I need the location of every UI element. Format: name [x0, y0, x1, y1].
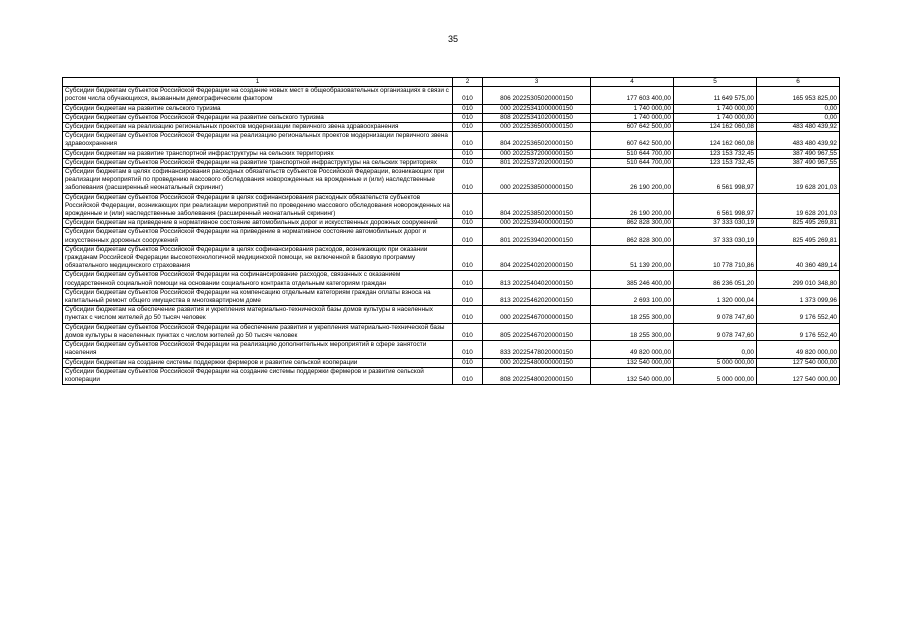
- row-amount-cell: 5 000 000,00: [674, 358, 757, 367]
- row-amount-cell: 19 628 201,03: [757, 168, 840, 194]
- row-name-cell: Субсидии бюджетам субъектов Российской Федерации в целях софинансирования расходов, возникающих при оказании гражданам Российской Федерации высокотехнологичной медицинской помощи, не включенной в базовую программу обязательного медицинского страхования: [63, 245, 453, 271]
- row-amount-cell: 37 333 030,19: [674, 219, 757, 228]
- table-row: [63, 306, 840, 323]
- row-kbk-cell: 813 20225462020000150: [483, 288, 591, 305]
- row-code-cell: 010: [453, 341, 483, 358]
- row-amount-cell: 123 153 732,45: [674, 149, 757, 158]
- column-header: 3: [483, 78, 591, 87]
- row-name-cell: Субсидии бюджетам субъектов Российской Федерации на софинансирование расходов, связанных с оказанием государственной социальной помощи на основании социального контракта отдельным категориям граждан: [63, 271, 453, 288]
- row-name-cell: Субсидии бюджетам субъектов Российской Федерации на развитие транспортной инфраструктуры на сельских территориях: [63, 158, 453, 167]
- table-row: [63, 228, 840, 245]
- row-amount-cell: 86 236 051,20: [674, 271, 757, 288]
- row-name-cell: Субсидии бюджетам субъектов Российской Федерации на реализацию дополнительных мероприятий в сфере занятости населения: [63, 341, 453, 358]
- row-amount-cell: 40 360 489,14: [757, 245, 840, 271]
- table-row: [63, 158, 840, 167]
- row-kbk-cell: 804 20225385020000150: [483, 193, 591, 219]
- row-name-cell: Субсидии бюджетам на приведение в нормативное состояние автомобильных дорог и искусственных дорожных сооружений: [63, 219, 453, 228]
- column-header: 4: [591, 78, 674, 87]
- row-kbk-cell: 804 20225402020000150: [483, 245, 591, 271]
- row-name-cell: Субсидии бюджетам в целях софинансирования расходных обязательств субъектов Российской Федерации, возникающих при реализации мероприятий по проведению массового обследования новорожденных на врожденные и (или) наследственные заболевания (расширенный неонатальный скрининг): [63, 168, 453, 194]
- row-name-cell: Субсидии бюджетам субъектов Российской Федерации на создание системы поддержки фермеров и развитие сельской кооперации: [63, 367, 453, 384]
- page-number: 35: [447, 34, 458, 44]
- row-name-cell: Субсидии бюджетам субъектов Российской Федерации на компенсацию отдельным категориям граждан оплаты взноса на капитальный ремонт общего имущества в многоквартирном доме: [63, 288, 453, 305]
- row-amount-cell: 177 603 400,00: [591, 87, 674, 104]
- row-code-cell: 010: [453, 219, 483, 228]
- row-amount-cell: 607 642 500,00: [591, 123, 674, 132]
- row-name-cell: Субсидии бюджетам субъектов Российской Федерации на создание новых мест в общеобразовательных организациях в связи с ростом числа обучающихся, вызванным демографическим фактором: [63, 87, 453, 104]
- table-row: [63, 323, 840, 340]
- row-amount-cell: 10 778 710,86: [674, 245, 757, 271]
- row-name-cell: Субсидии бюджетам на обеспечение развития и укрепления материально-технической базы домов культуры в населенных пунктах с числом жителей до 50 тысяч человек: [63, 306, 453, 323]
- table-row: [63, 149, 840, 158]
- row-amount-cell: 127 540 000,00: [757, 367, 840, 384]
- row-kbk-cell: 833 20225478020000150: [483, 341, 591, 358]
- row-code-cell: 010: [453, 113, 483, 122]
- row-kbk-cell: 000 20225480000000150: [483, 358, 591, 367]
- row-amount-cell: 6 561 998,97: [674, 193, 757, 219]
- row-code-cell: 010: [453, 158, 483, 167]
- row-kbk-cell: 000 20225467000000150: [483, 306, 591, 323]
- row-amount-cell: 9 176 552,40: [757, 323, 840, 340]
- row-amount-cell: 9 078 747,60: [674, 306, 757, 323]
- row-amount-cell: 124 162 060,08: [674, 132, 757, 149]
- table-row: [63, 87, 840, 104]
- row-kbk-cell: 801 20225372020000150: [483, 158, 591, 167]
- row-amount-cell: 132 540 000,00: [591, 358, 674, 367]
- row-kbk-cell: 808 20225341020000150: [483, 113, 591, 122]
- row-amount-cell: 1 320 000,04: [674, 288, 757, 305]
- row-amount-cell: 49 820 000,00: [757, 341, 840, 358]
- table-row: [63, 245, 840, 271]
- row-amount-cell: 165 953 825,00: [757, 87, 840, 104]
- row-code-cell: 010: [453, 228, 483, 245]
- row-amount-cell: 18 255 300,00: [591, 323, 674, 340]
- table-row: [63, 104, 840, 113]
- row-code-cell: 010: [453, 306, 483, 323]
- row-amount-cell: 18 255 300,00: [591, 306, 674, 323]
- row-amount-cell: 37 333 030,19: [674, 228, 757, 245]
- row-code-cell: 010: [453, 193, 483, 219]
- row-code-cell: 010: [453, 132, 483, 149]
- row-name-cell: Субсидии бюджетам субъектов Российской Федерации на реализацию региональных проектов модернизации первичного звена здравоохранения: [63, 132, 453, 149]
- row-amount-cell: 387 490 967,55: [757, 149, 840, 158]
- row-kbk-cell: 805 20225467020000150: [483, 323, 591, 340]
- table-row: [63, 219, 840, 228]
- row-kbk-cell: 806 20225305020000150: [483, 87, 591, 104]
- table-row: [63, 367, 840, 384]
- column-header: 6: [757, 78, 840, 87]
- row-amount-cell: 124 162 060,08: [674, 123, 757, 132]
- table-row: [63, 341, 840, 358]
- table-header-row: [63, 78, 840, 87]
- row-amount-cell: 26 190 200,00: [591, 193, 674, 219]
- table-row: [63, 168, 840, 194]
- row-amount-cell: 5 000 000,00: [674, 367, 757, 384]
- table-row: [63, 358, 840, 367]
- table-row: [63, 288, 840, 305]
- row-code-cell: 010: [453, 358, 483, 367]
- row-amount-cell: 510 644 700,00: [591, 158, 674, 167]
- row-amount-cell: 2 693 100,00: [591, 288, 674, 305]
- row-code-cell: 010: [453, 323, 483, 340]
- row-kbk-cell: 000 20225385000000150: [483, 168, 591, 194]
- row-amount-cell: 825 495 269,81: [757, 219, 840, 228]
- row-amount-cell: 0,00: [757, 104, 840, 113]
- row-kbk-cell: 000 20225394000000150: [483, 219, 591, 228]
- row-amount-cell: 862 828 300,00: [591, 228, 674, 245]
- row-amount-cell: 9 176 552,40: [757, 306, 840, 323]
- column-header: 1: [63, 78, 453, 87]
- column-header: 2: [453, 78, 483, 87]
- row-amount-cell: 127 540 000,00: [757, 358, 840, 367]
- row-amount-cell: 6 561 998,97: [674, 168, 757, 194]
- row-name-cell: Субсидии бюджетам субъектов Российской Федерации на развитие сельского туризма: [63, 113, 453, 122]
- row-kbk-cell: 808 20225480020000150: [483, 367, 591, 384]
- row-amount-cell: 825 495 269,81: [757, 228, 840, 245]
- row-kbk-cell: 801 20225394020000150: [483, 228, 591, 245]
- row-amount-cell: 862 828 300,00: [591, 219, 674, 228]
- row-code-cell: 010: [453, 87, 483, 104]
- row-amount-cell: 11 649 575,00: [674, 87, 757, 104]
- row-amount-cell: 51 139 200,00: [591, 245, 674, 271]
- row-code-cell: 010: [453, 288, 483, 305]
- row-code-cell: 010: [453, 245, 483, 271]
- row-kbk-cell: 000 20225341000000150: [483, 104, 591, 113]
- table-row: [63, 113, 840, 122]
- row-amount-cell: 26 190 200,00: [591, 168, 674, 194]
- row-code-cell: 010: [453, 367, 483, 384]
- table-body: [63, 87, 840, 385]
- row-amount-cell: 510 644 700,00: [591, 149, 674, 158]
- budget-table: [62, 77, 840, 385]
- row-name-cell: Субсидии бюджетам на развитие сельского туризма: [63, 104, 453, 113]
- table-row: [63, 271, 840, 288]
- row-amount-cell: 19 628 201,03: [757, 193, 840, 219]
- row-amount-cell: 483 480 439,92: [757, 132, 840, 149]
- row-amount-cell: 299 010 348,80: [757, 271, 840, 288]
- row-code-cell: 010: [453, 168, 483, 194]
- row-amount-cell: 483 480 439,92: [757, 123, 840, 132]
- row-amount-cell: 1 740 000,00: [591, 113, 674, 122]
- row-name-cell: Субсидии бюджетам субъектов Российской Федерации на приведение в нормативное состояние автомобильных дорог и искусственных дорожных сооружений: [63, 228, 453, 245]
- row-amount-cell: 1 740 000,00: [674, 113, 757, 122]
- row-amount-cell: 49 820 000,00: [591, 341, 674, 358]
- row-amount-cell: 1 740 000,00: [674, 104, 757, 113]
- row-amount-cell: 0,00: [674, 341, 757, 358]
- table-row: [63, 193, 840, 219]
- row-amount-cell: 9 078 747,60: [674, 323, 757, 340]
- row-amount-cell: 385 246 400,00: [591, 271, 674, 288]
- row-name-cell: Субсидии бюджетам субъектов Российской Федерации на обеспечение развития и укрепления материально-технической базы домов культуры в населенных пунктах с числом жителей до 50 тысяч человек: [63, 323, 453, 340]
- table-row: [63, 132, 840, 149]
- row-name-cell: Субсидии бюджетам на создание системы поддержки фермеров и развитие сельской кооперации: [63, 358, 453, 367]
- row-code-cell: 010: [453, 104, 483, 113]
- row-name-cell: Субсидии бюджетам субъектов Российской Федерации в целях софинансирования расходных обязательств субъектов Российской Федерации, возникающих при реализации мероприятий по проведению массового обследования новорожденных на врожденные и (или) наследственные заболевания (расширенный неонатальный скрининг): [63, 193, 453, 219]
- row-name-cell: Субсидии бюджетам на развитие транспортной инфраструктуры на сельских территориях: [63, 149, 453, 158]
- row-amount-cell: 607 642 500,00: [591, 132, 674, 149]
- row-amount-cell: 132 540 000,00: [591, 367, 674, 384]
- row-amount-cell: 0,00: [757, 113, 840, 122]
- column-header: 5: [674, 78, 757, 87]
- row-amount-cell: 387 490 967,55: [757, 158, 840, 167]
- row-code-cell: 010: [453, 271, 483, 288]
- row-kbk-cell: 000 20225372000000150: [483, 149, 591, 158]
- row-amount-cell: 1 373 099,96: [757, 288, 840, 305]
- row-amount-cell: 123 153 732,45: [674, 158, 757, 167]
- row-amount-cell: 1 740 000,00: [591, 104, 674, 113]
- row-kbk-cell: 804 20225365020000150: [483, 132, 591, 149]
- row-kbk-cell: 000 20225365000000150: [483, 123, 591, 132]
- row-name-cell: Субсидии бюджетам на реализацию региональных проектов модернизации первичного звена здравоохранения: [63, 123, 453, 132]
- row-kbk-cell: 813 20225404020000150: [483, 271, 591, 288]
- table-row: [63, 123, 840, 132]
- row-code-cell: 010: [453, 123, 483, 132]
- row-code-cell: 010: [453, 149, 483, 158]
